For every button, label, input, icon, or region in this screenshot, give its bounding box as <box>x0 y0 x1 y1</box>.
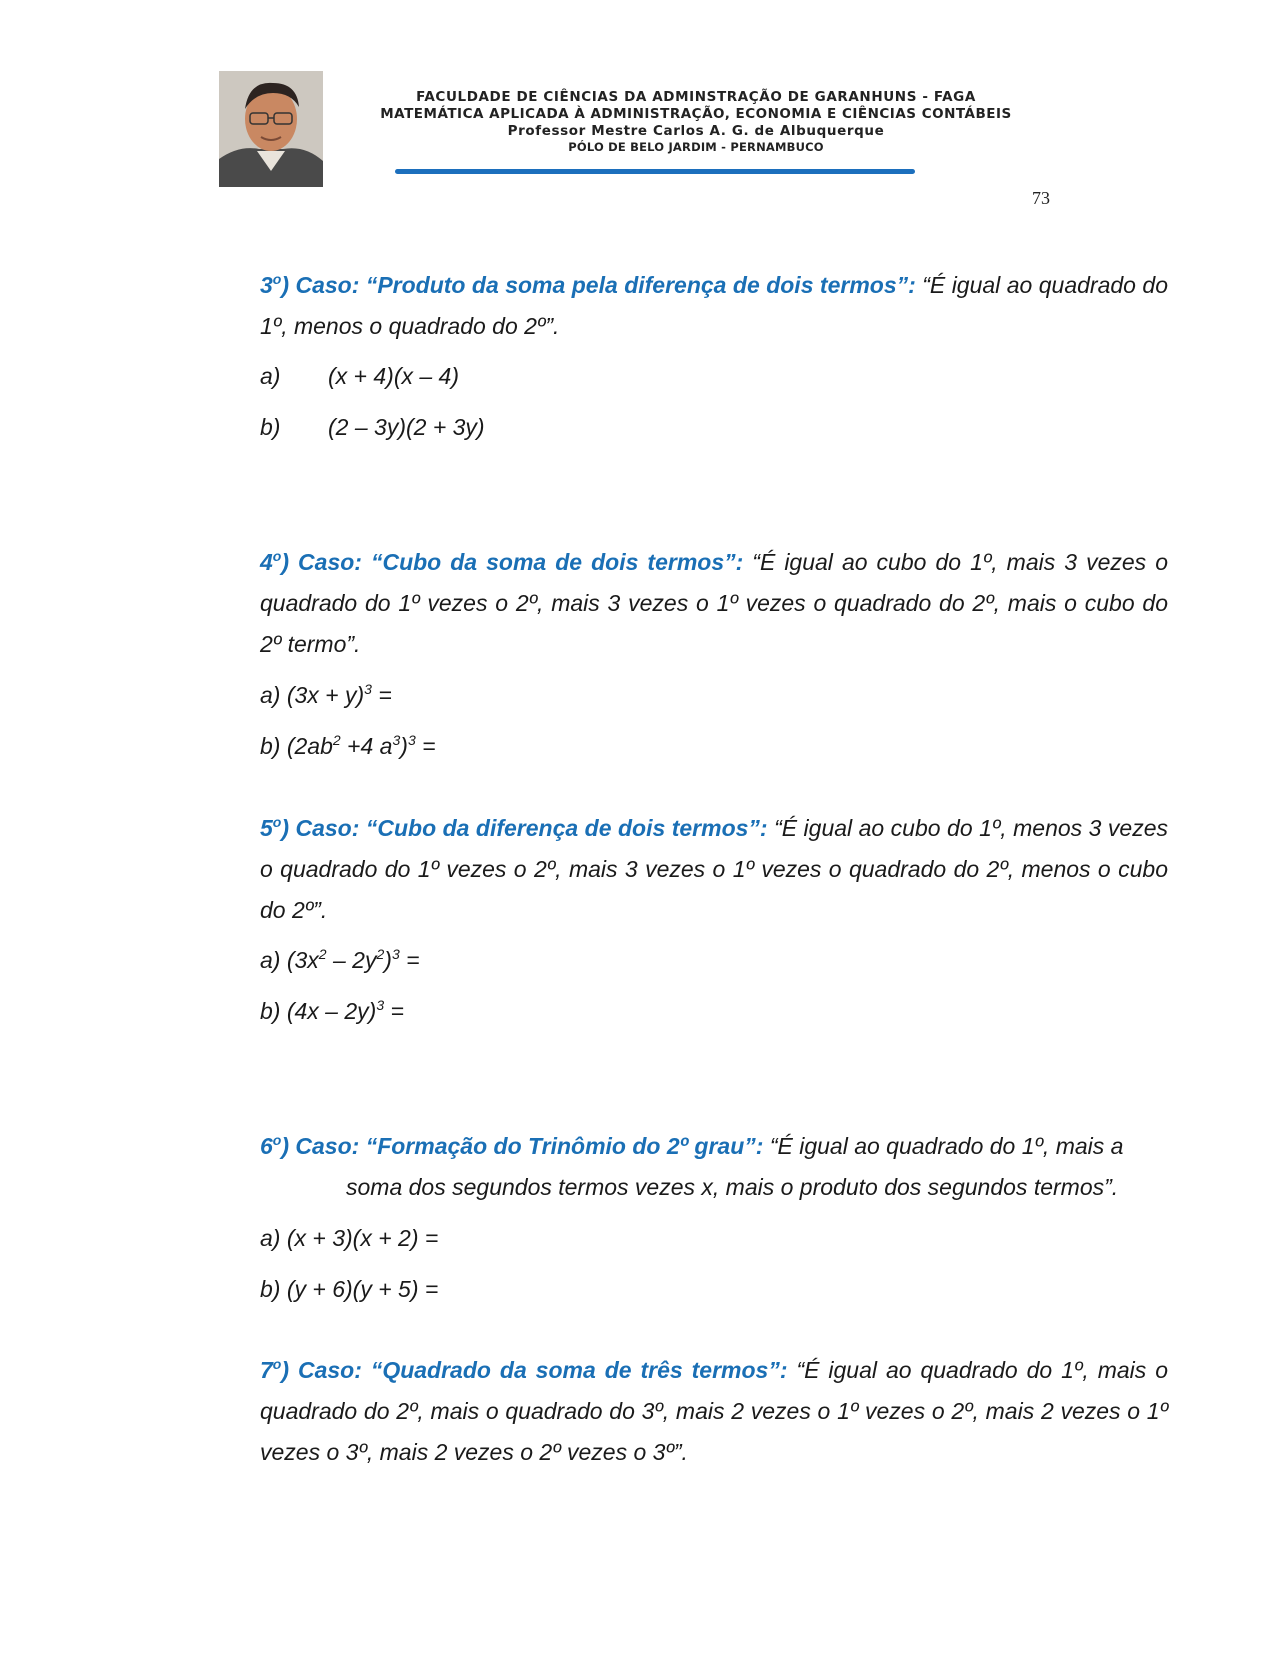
case-4-rule: “É igual ao cubo do 1º, mais 3 vezes o quadrado do 1º vezes o 2º, mais 3 vezes o 1º vezes o quadrado do 2º, mais o cubo do 2º termo”. <box>260 549 1168 657</box>
case-4-heading: 4$^o$) Caso: “Cubo da soma de dois termos”: <box>260 548 744 575</box>
case-6-paragraph <box>260 1126 1168 1167</box>
case-4-item-a: a) $(3x + y)^3$ = <box>260 681 392 708</box>
case-3-rule: “É igual ao quadrado do 1º, menos o quadrado do 2º”. <box>260 272 1168 339</box>
case-6-rule: “É igual ao quadrado do 1º, mais a <box>763 1133 1124 1159</box>
portrait-image <box>219 71 323 187</box>
case-4-item-b: b) ($2ab^2 +4$ $a^3)^3$ = <box>260 732 436 759</box>
case-5-rule: “É igual ao cubo do 1º, menos 3 vezes o quadrado do 1º vezes o 2º, mais 3 vezes o 1º vezes o quadrado do 2º, menos o cubo do 2º”. <box>260 815 1168 923</box>
case-5-item-b: b) (4x – 2y)$^3$ = <box>260 997 404 1024</box>
case-5-heading: 5$^o$) Caso: “Cubo da diferença de dois termos”: <box>260 814 768 841</box>
case-5-item-a: a) $(3x^2 - 2y^2)^3$ = <box>260 946 420 973</box>
header-campus: PÓLO DE BELO JARDIM - PERNAMBUCO <box>568 140 824 154</box>
case-6-rule-continued: soma dos segundos termos vezes x, mais o produto dos segundos termos”. <box>346 1174 1119 1200</box>
header-professor: Professor Mestre Carlos A. G. de Albuquerque <box>507 123 885 139</box>
case-3-paragraph <box>260 265 1168 347</box>
case-5-paragraph <box>260 808 1168 931</box>
header-text <box>326 89 1066 155</box>
header-rule <box>395 169 915 174</box>
header-course: MATEMÁTICA APLICADA À ADMINISTRAÇÃO, ECONOMIA E CIÊNCIAS CONTÁBEIS <box>380 106 1012 122</box>
case-6-item-b: b) (y + 6)(y + 5) = <box>260 1276 439 1302</box>
case-7-heading: 7$^o$) Caso: “Quadrado da soma de três termos”: <box>260 1356 788 1383</box>
case-3-item-b: b) (2 – 3y)(2 + 3y) <box>260 414 485 440</box>
case-7-paragraph <box>260 1350 1168 1473</box>
professor-photo <box>219 71 323 187</box>
header-institution: FACULDADE DE CIÊNCIAS DA ADMINSTRAÇÃO DE GARANHUNS - FAGA <box>416 89 976 105</box>
case-4-paragraph <box>260 542 1168 665</box>
page-number: 73 <box>1032 188 1050 208</box>
case-6-heading: 6$^o$) Caso: “Formação do Trinômio do 2º grau”: <box>260 1132 764 1159</box>
case-6-item-a: a) (x + 3)(x + 2) = <box>260 1225 439 1251</box>
case-3-item-a: a) (x + 4)(x – 4) <box>260 363 460 389</box>
case-7-rule: “É igual ao quadrado do 1º, mais o quadrado do 2º, mais o quadrado do 3º, mais 2 vezes o 1º vezes o 2º, mais 2 vezes o 1º vezes o 3º, mais 2 vezes o 2º vezes o 3º”. <box>260 1357 1168 1465</box>
case-3-heading: 3$^o$) Caso: “Produto da soma pela diferença de dois termos”: <box>260 271 916 298</box>
